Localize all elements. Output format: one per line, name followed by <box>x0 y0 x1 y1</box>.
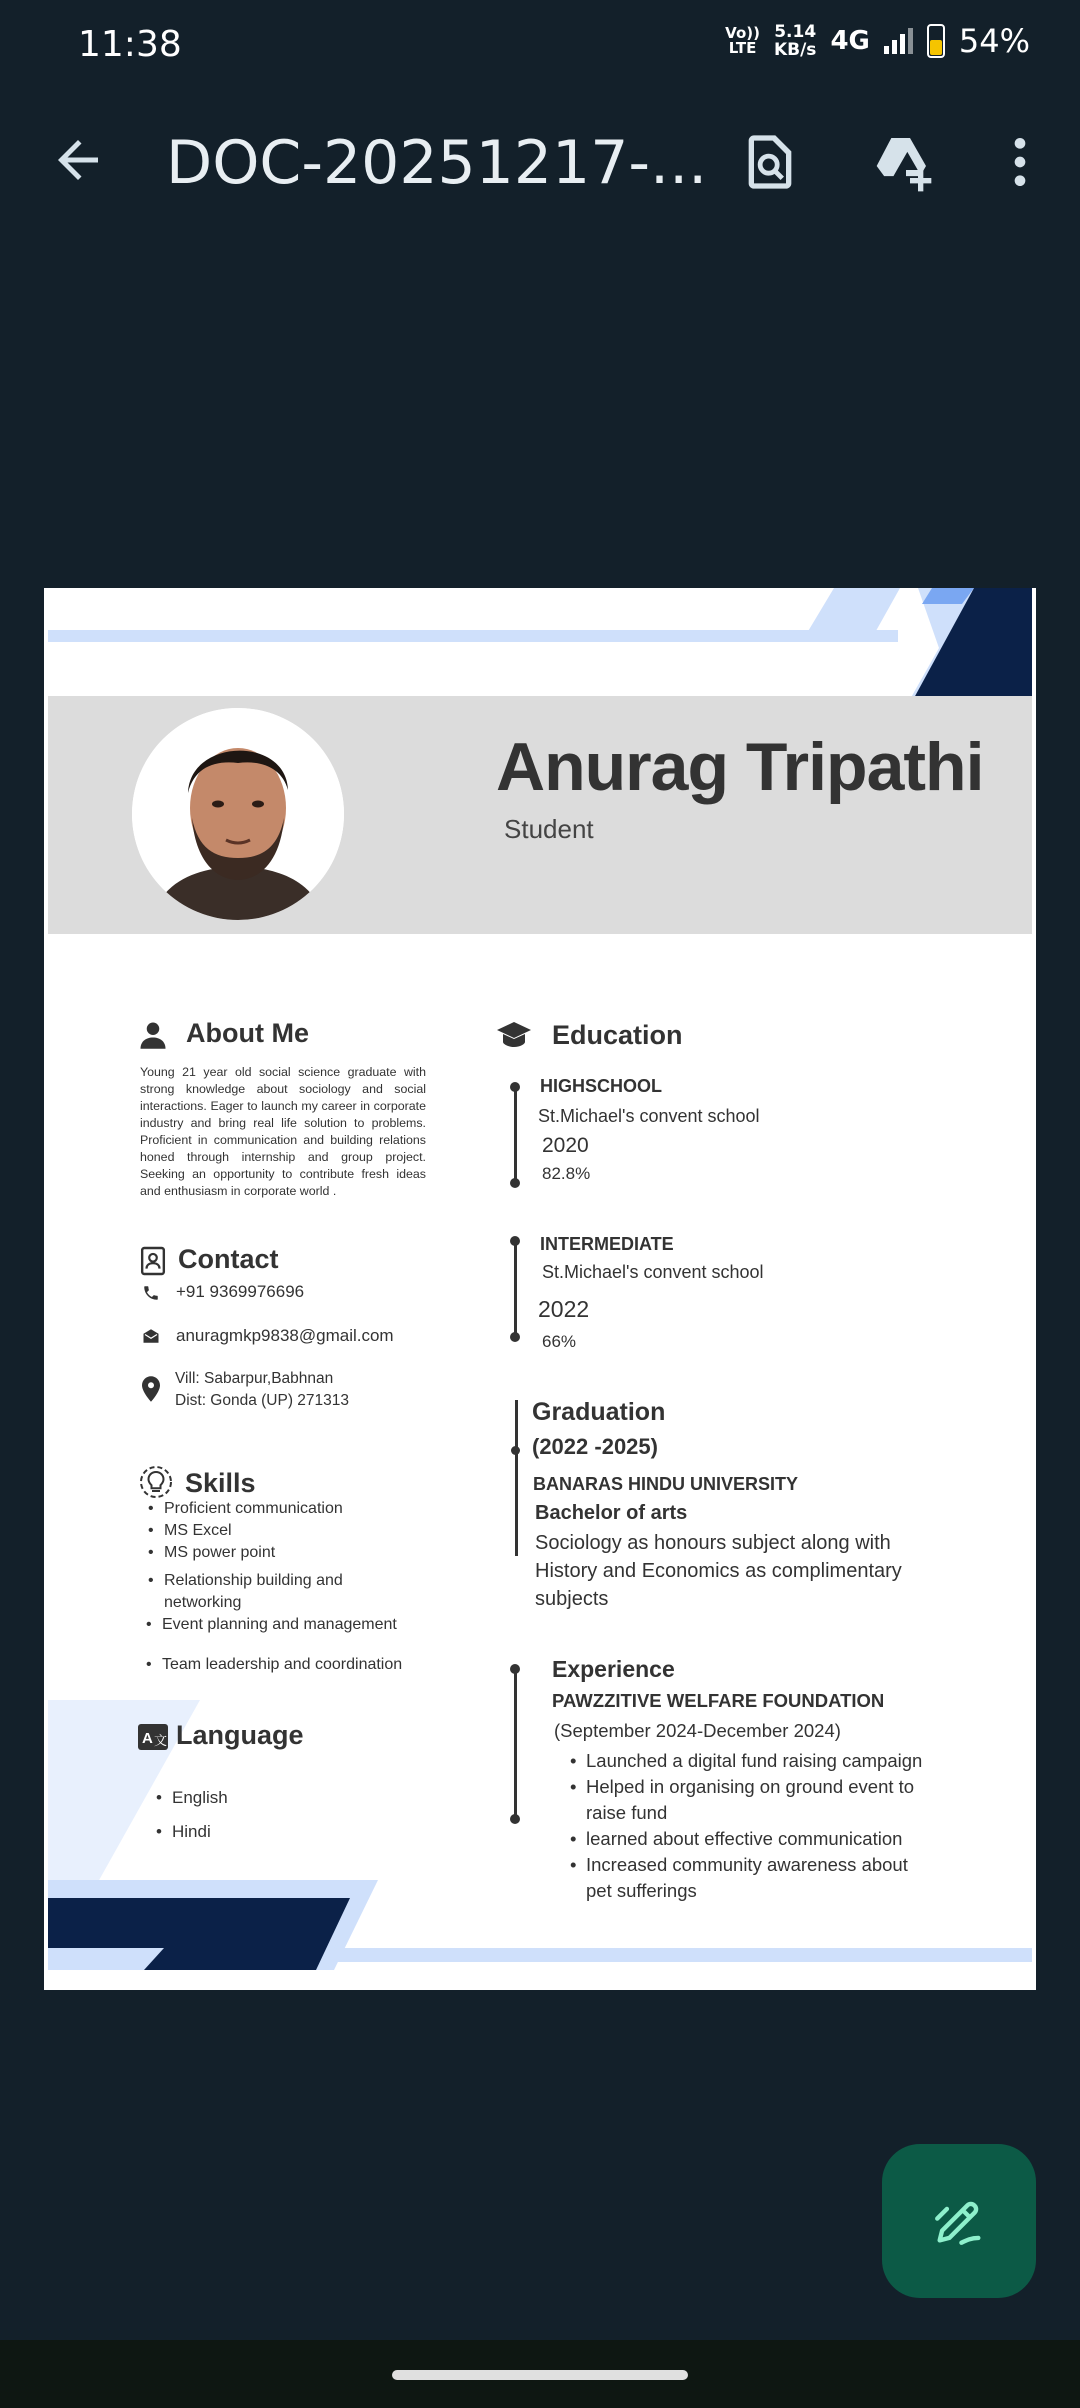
timeline-dot <box>510 1664 520 1674</box>
bottom-decoration <box>44 1880 1036 1990</box>
timeline-dot <box>510 1814 520 1824</box>
network-speed: 5.14 KB/s <box>773 22 817 60</box>
graduation-desc-1: Sociology as honours subject along with <box>535 1532 891 1554</box>
contact-email: anuragmkp9838@gmail.com <box>176 1326 394 1345</box>
battery-icon <box>927 24 945 58</box>
person-icon <box>138 1020 168 1050</box>
graduation-desc-3: subjects <box>535 1588 609 1610</box>
graduation-degree: Bachelor of arts <box>535 1502 688 1524</box>
graduation-title: Graduation <box>532 1398 666 1426</box>
graduation-cap-icon <box>496 1020 532 1050</box>
edit-pencil-icon <box>930 2192 988 2250</box>
language-item: • English <box>172 1788 228 1808</box>
status-bar <box>0 0 1080 90</box>
experience-org: PAWZZITIVE WELFARE FOUNDATION <box>552 1690 885 1711</box>
profile-photo <box>132 708 344 920</box>
experience-item: • Helped in organising on ground event to <box>586 1774 966 1800</box>
about-text: Young 21 year old social science graduate with strong knowledge about sociology and social interactions. Eager to launch my career in corporate industry and bring real life solution to problems. Proficient in communication and building relations honed through internship and group project. Seeking an opportunity to contribute fresh ideas and enthusiasm in corporate world . <box>140 1065 426 1198</box>
language-heading: Language <box>176 1720 304 1750</box>
timeline-dot <box>510 1332 520 1342</box>
contact-address-1: Vill: Sabarpur,Babhnan <box>175 1370 334 1387</box>
svg-text:A: A <box>142 1730 153 1747</box>
drive-add-icon[interactable] <box>870 130 934 194</box>
language-item: • Hindi <box>172 1822 211 1842</box>
timeline-dot <box>511 1446 520 1455</box>
timeline-dot <box>510 1236 520 1246</box>
experience-item-continuation: pet sufferings <box>586 1880 697 1901</box>
graduation-desc-2: History and Economics as complimentary <box>535 1560 902 1582</box>
timeline-line <box>514 1086 517 1182</box>
experience-item: • learned about effective communication <box>586 1826 966 1852</box>
experience-item: • Increased community awareness about <box>586 1852 966 1878</box>
find-in-page-icon[interactable] <box>738 130 802 194</box>
timeline-line <box>515 1400 518 1556</box>
clock: 11:38 <box>78 24 182 65</box>
gesture-nav-bar <box>0 2340 1080 2408</box>
contact-heading: Contact <box>178 1244 279 1274</box>
intermediate-title: INTERMEDIATE <box>540 1234 674 1254</box>
contact-phone: +91 9369976696 <box>176 1282 305 1301</box>
skill-item: • Proficient communication <box>164 1500 343 1518</box>
lightbulb-gear-icon <box>138 1464 174 1500</box>
experience-item-continuation: raise fund <box>586 1802 668 1823</box>
document-title: DOC-20251217-... <box>166 128 708 198</box>
intermediate-score: 66% <box>542 1332 577 1351</box>
resume-role: Student <box>504 814 594 844</box>
skill-item: • MS Excel <box>164 1522 232 1540</box>
back-arrow-icon[interactable] <box>48 130 108 190</box>
timeline-line <box>514 1668 517 1818</box>
intermediate-year: 2022 <box>538 1296 590 1322</box>
highschool-school: St.Michael's convent school <box>538 1106 760 1126</box>
skill-item: • Team leadership and coordination <box>162 1656 402 1674</box>
app-bar <box>0 100 1080 230</box>
document-page <box>44 588 1036 1990</box>
skill-item-continuation: networking <box>164 1594 242 1611</box>
highschool-title: HIGHSCHOOL <box>540 1076 663 1096</box>
timeline-line <box>514 1240 517 1336</box>
timeline-dot <box>510 1082 520 1092</box>
skill-item: • Relationship building and <box>164 1572 343 1590</box>
intermediate-school: St.Michael's convent school <box>542 1262 764 1282</box>
skill-item: • Event planning and management <box>162 1616 397 1634</box>
volte-indicator: Vo)) LTE <box>725 24 760 57</box>
education-heading: Education <box>552 1020 683 1050</box>
battery-percent: 54% <box>958 22 1030 60</box>
experience-heading: Experience <box>552 1656 675 1682</box>
status-icons <box>725 22 1030 60</box>
timeline-dot <box>510 1178 520 1188</box>
signal-icon <box>884 28 913 54</box>
network-type: 4G <box>830 26 870 56</box>
experience-item: • Launched a digital fund raising campaign <box>586 1748 966 1774</box>
experience-period: (September 2024-December 2024) <box>554 1720 841 1741</box>
edit-fab-button[interactable] <box>882 2144 1036 2298</box>
location-pin-icon <box>142 1376 160 1402</box>
contact-address-2: Dist: Gonda (UP) 271313 <box>175 1392 350 1409</box>
graduation-university: BANARAS HINDU UNIVERSITY <box>533 1474 799 1494</box>
translate-icon <box>138 1724 168 1750</box>
highschool-year: 2020 <box>542 1134 589 1157</box>
more-vert-icon[interactable] <box>988 130 1052 194</box>
skill-item: • MS power point <box>164 1544 275 1562</box>
graduation-years: (2022 -2025) <box>532 1434 658 1459</box>
svg-text:文: 文 <box>154 1733 168 1748</box>
contact-book-icon <box>140 1246 166 1276</box>
about-heading: About Me <box>186 1018 309 1048</box>
home-handle[interactable] <box>392 2370 688 2380</box>
phone-icon <box>142 1284 160 1302</box>
mail-icon <box>142 1328 160 1344</box>
resume-name: Anurag Tripathi <box>496 729 984 805</box>
highschool-score: 82.8% <box>542 1164 591 1183</box>
skills-heading: Skills <box>185 1468 256 1498</box>
